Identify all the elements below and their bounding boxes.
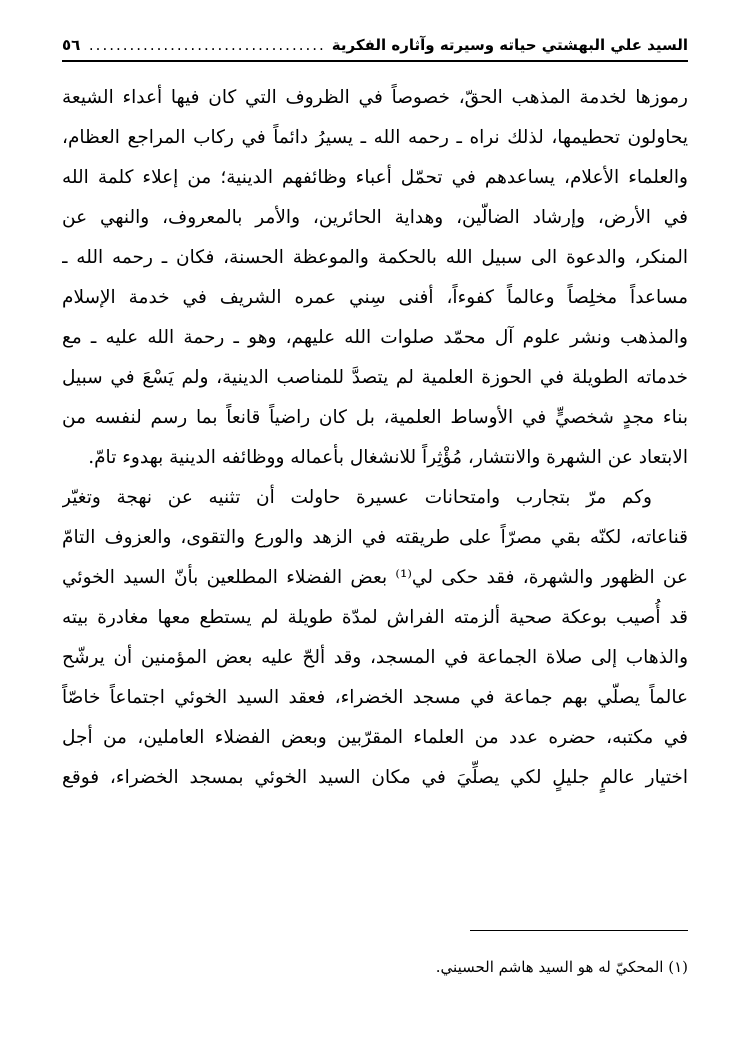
paragraph-end-line: الابتعاد عن الشهرة والانتشار، مُؤْثِراً للانشغال بأعماله ووظائفه الدينية بهدوء تامّ. <box>88 447 688 468</box>
text-line: قناعاته، لكنّه بقي مصرّاً على طريقته في الزهد والورع والتقوى، والعزوف التامّ <box>62 527 688 548</box>
text-line: رموزها لخدمة المذهب الحقّ، خصوصاً في الظروف التي كان فيها أعداء الشيعة <box>62 87 688 108</box>
running-header <box>62 30 688 60</box>
footnote-rule <box>470 930 688 931</box>
leader-dots <box>86 36 325 54</box>
page-number: ٥٦ <box>62 36 81 54</box>
header-title: السيد علي البهشتي حياته وسيرته وآثاره الفكرية <box>331 36 688 54</box>
text-line: في الأرض، وإرشاد الضالّين، وهداية الحائرين، والأمر بالمعروف، والنهي عن <box>62 207 688 228</box>
text-line: خدماته الطويلة في الحوزة العلمية لم يتصدَّ للمناصب الدينية، ولم يَسْعَ في سبيل <box>62 367 688 388</box>
text-line: عالماً يصلّي بهم جماعة في مسجد الخضراء، فعقد السيد الخوئي اجتماعاً خاصّاً <box>62 687 688 708</box>
text-line: والعلماء الأعلام، يساعدهم في تحمّل أعباء وظائفهم الدينية؛ من إعلاء كلمة الله <box>62 167 688 188</box>
text-line: اختيار عالمٍ جليلٍ لكي يصلِّيَ في مكان السيد الخوئي بمسجد الخضراء، فوقع <box>62 767 688 788</box>
paragraph-start-line: وكم مرّ بتجارب وامتحانات عسيرة حاولت أن تثنيه عن نهجة وتغيّر <box>62 487 652 508</box>
text-line: قد أُصيب بوعكة صحية ألزمته الفراش لمدّة طويلة لم يستطع معها مغادرة بيته <box>62 607 688 628</box>
text-line: بناء مجدٍ شخصيٍّ في الأوساط العلمية، بل كان راضياً قانعاً بما رسم لنفسه من <box>62 407 688 428</box>
text-line: والذهاب إلى صلاة الجماعة في المسجد، وقد ألحّ عليه بعض المؤمنين أن يرشّح <box>62 647 688 668</box>
text-line: المنكر، والدعوة الى سبيل الله بالحكمة والموعظة الحسنة، فكان ـ رحمه الله ـ <box>62 247 688 268</box>
footnote: (١) المحكيّ له هو السيد هاشم الحسيني. <box>435 958 688 976</box>
header-rule <box>62 60 688 62</box>
text-line: مساعداً مخلِصاً وعالماً كفوءاً، أفنى سِني عمره الشريف في خدمة الإسلام <box>62 287 688 308</box>
text-line: يحاولون تحطيمها، لذلك نراه ـ رحمه الله ـ يسيرُ دائماً في ركاب المراجع العظام، <box>62 127 688 148</box>
text-line: في مكتبه، حضره عدد من العلماء المقرّبين وبعض الفضلاء العاملين، من أجل <box>62 727 688 748</box>
text-line: عن الظهور والشهرة، فقد حكى لي⁽¹⁾ بعض الفضلاء المطلعين بأنّ السيد الخوئي <box>62 567 688 588</box>
text-line: والمذهب ونشر علوم آل محمّد صلوات الله عليهم، وهو ـ رحمة الله عليه ـ مع <box>62 327 688 348</box>
body-text <box>62 78 688 798</box>
